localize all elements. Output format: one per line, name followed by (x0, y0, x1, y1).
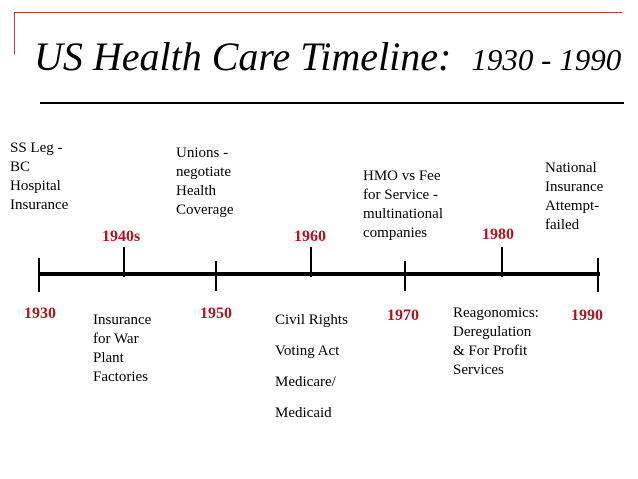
event-line: for Service - (363, 187, 438, 203)
event-line: Unions - (176, 145, 229, 161)
frame-left-rule (14, 12, 15, 54)
event-line: Hospital (10, 178, 61, 194)
event-line: failed (545, 217, 580, 233)
tick-1940s (123, 247, 125, 277)
year-1970: 1970 (387, 307, 419, 324)
event-line: HMO vs Fee (363, 168, 441, 184)
tick-1970 (404, 261, 406, 291)
slide-title (34, 34, 621, 83)
event-line: multinational (363, 206, 443, 222)
year-1930: 1930 (24, 305, 56, 322)
event-line: Medicaid (275, 405, 332, 421)
event-line: Insurance (93, 312, 152, 328)
event-unions-health-coverage (176, 144, 233, 220)
event-line: Deregulation (453, 324, 532, 340)
event-line: SS Leg - (10, 140, 63, 156)
event-line: Plant (93, 350, 124, 366)
year-1980: 1980 (482, 226, 514, 243)
event-line: National (545, 160, 597, 176)
event-line: & For Profit (453, 343, 528, 359)
year-1950: 1950 (200, 305, 232, 322)
year-1940s: 1940s (102, 228, 141, 245)
title-colon: : (438, 34, 452, 79)
event-insurance-war-plant-factories (93, 311, 151, 387)
event-line: Medicare/ (275, 374, 336, 390)
title-text: US Health Care Timeline (34, 34, 439, 79)
event-national-insurance-attempt (545, 159, 603, 235)
event-line: Voting Act (275, 343, 340, 359)
tick-1950 (215, 261, 217, 291)
event-line: negotiate (176, 164, 231, 180)
event-hmo-vs-fee-for-service (363, 167, 443, 243)
event-line: Civil Rights (275, 312, 348, 328)
event-line: Factories (93, 369, 148, 385)
year-1960: 1960 (294, 228, 326, 245)
event-line: Insurance (545, 179, 604, 195)
year-1990: 1990 (571, 307, 603, 324)
event-line: Services (453, 362, 504, 378)
event-ss-leg-bc-hospital-insurance (10, 139, 68, 215)
tick-1930 (38, 258, 40, 292)
event-line: Attempt- (545, 198, 600, 214)
event-line: Reagonomics: (453, 305, 539, 321)
frame-top-rule (14, 12, 622, 13)
title-underline (40, 102, 624, 104)
tick-1990 (597, 258, 599, 292)
title-year-range: 1930 - 1990 (471, 42, 622, 77)
tick-1960 (310, 247, 312, 277)
event-line: Health (176, 183, 216, 199)
event-line: Insurance (10, 197, 69, 213)
event-line: BC (10, 159, 31, 175)
event-line: Coverage (176, 202, 234, 218)
event-line: companies (363, 225, 428, 241)
event-line: for War (93, 331, 139, 347)
tick-1980 (501, 247, 503, 277)
event-reagonomics-deregulation (453, 304, 539, 380)
event-civil-rights-medicare (275, 311, 348, 435)
